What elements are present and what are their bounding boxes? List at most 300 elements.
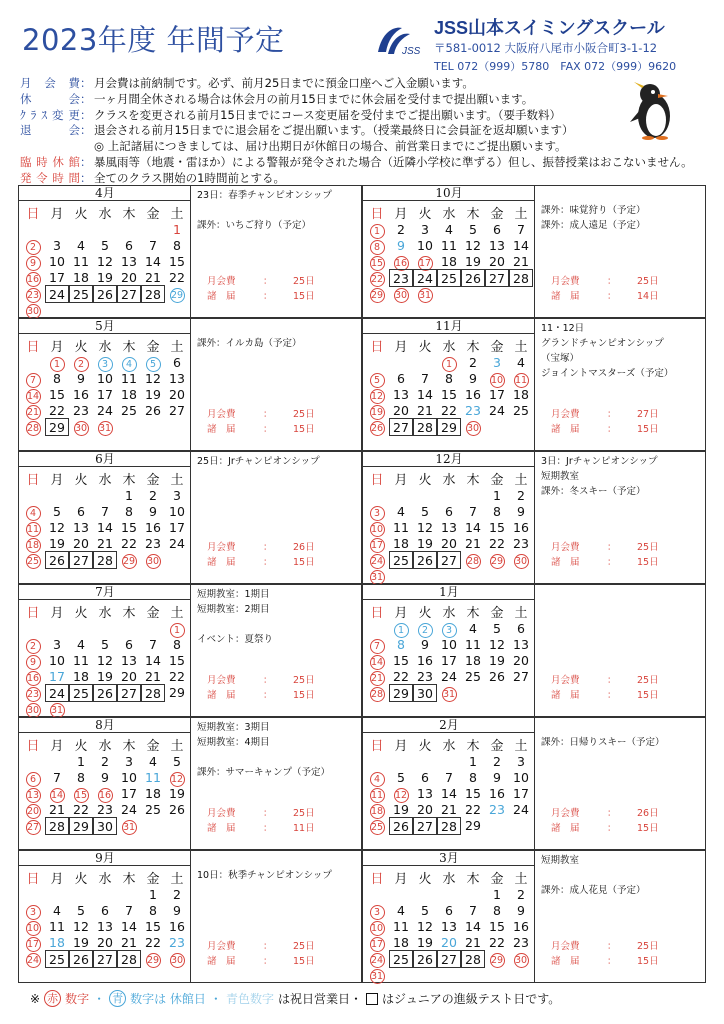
weekday-label: 日 [370,872,384,887]
weekday-label: 水 [98,739,112,754]
calendar-day: 6 [125,238,133,253]
calendar-day: 24 [441,669,457,684]
calendar-day: 13 [26,790,40,801]
calendar-day: 17 [370,939,384,950]
month-title: 8月 [19,718,191,733]
calendar-day: 14 [97,520,113,535]
fee-due-date: 月会費 ： 27日 [551,409,659,420]
calendar-day: 2 [149,488,157,503]
calendar-day: 6 [397,371,405,386]
calendar-day: 4 [77,238,85,253]
calendar-day: 16 [73,387,89,402]
weekday-label: 土 [514,473,528,488]
calendar-day: 28 [437,817,461,835]
calendar-day: 21 [145,669,161,684]
month-info [537,319,705,450]
calendar-day: 28 [413,418,437,436]
month-block [18,451,362,584]
calendar-day: 9 [493,770,501,785]
calendar-day: 29 [490,556,504,567]
weekday-label: 水 [98,872,112,887]
calendar-day: 13 [121,653,137,668]
calendar-day: 29 [45,418,69,436]
calendar-day: 22 [465,802,481,817]
calendar-day: 22 [169,669,185,684]
weekday-label: 日 [26,207,40,222]
notice-row [20,92,620,108]
calendar-day: 12 [97,254,113,269]
month-title: 2月 [363,718,535,733]
calendar-day: 6 [493,222,501,237]
calendar-day: 5 [421,903,429,918]
weekday-label: 木 [122,606,136,621]
weekday-label: 金 [146,872,160,887]
calendar-day: 6 [101,903,109,918]
month-calendar [19,851,191,982]
weekday-label: 月 [394,872,408,887]
calendar-day: 14 [50,790,64,801]
month-block [362,717,706,850]
calendar-day: 5 [53,504,61,519]
weekday-label: 火 [74,473,88,488]
calendar-day: 8 [469,770,477,785]
calendar-day: 8 [493,504,501,519]
calendar-day: 7 [469,903,477,918]
calendar-day: 24 [489,403,505,418]
month-title: 10月 [363,186,535,201]
weekday-label: 金 [146,207,160,222]
month-event: 短期教室：4期目 [197,737,270,748]
notice-label: 月会費 [20,76,80,90]
fee-due-date: 月会費 ： 25日 [551,675,659,686]
weekday-label: 日 [26,739,40,754]
weekday-label: 土 [170,739,184,754]
calendar-day: 17 [489,387,505,402]
weekday-label: 金 [146,739,160,754]
calendar-day: 21 [145,270,161,285]
legend-blue-circle: 青 [109,990,126,1007]
form-deadline: 諸 届 ： 15日 [551,823,659,834]
month-title: 4月 [19,186,191,201]
calendar-day: 10 [513,770,529,785]
weekday-label: 金 [490,473,504,488]
calendar-day: 7 [517,222,525,237]
calendar-day: 28 [466,556,480,567]
calendar-day: 23 [465,403,481,418]
legend-box-text: はジュニアの進級テスト日です。 [381,992,561,1006]
calendar-day: 28 [141,285,165,303]
weekday-label: 火 [418,340,432,355]
calendar-day: 25 [69,684,93,702]
calendar-day: 2 [517,488,525,503]
calendar-day: 8 [445,371,453,386]
calendar-day: 6 [125,637,133,652]
calendar-day: 22 [169,270,185,285]
calendar-day: 15 [74,790,88,801]
calendar-day: 27 [26,822,40,833]
calendar-day: 24 [45,684,69,702]
month-event: 25日：Jrチャンピオンシップ [197,456,320,467]
calendar-day: 24 [45,285,69,303]
month-event: （宝塚） [541,353,580,364]
calendar-day: 9 [421,637,429,652]
calendar-day: 1 [493,887,501,902]
calendar-day: 27 [93,950,117,968]
month-info [537,186,705,317]
legend-dot-2: ・ [209,992,222,1006]
calendar-day: 11 [26,524,40,535]
calendar-day: 9 [21,253,45,271]
calendar-day: 23 [73,403,89,418]
calendar-day: 30 [514,955,528,966]
calendar-day: 2 [21,636,45,654]
calendar-day: 16 [513,520,529,535]
calendar-day: 3 [421,222,429,237]
calendar-day: 11 [73,254,89,269]
calendar-day: 26 [370,423,384,434]
calendar-day: 5 [365,370,389,388]
weekday-label: 日 [370,606,384,621]
calendar-day: 24 [513,802,529,817]
calendar-day: 5 [101,238,109,253]
legend-light-text: 青色数字 [225,992,274,1006]
calendar-day: 29 [146,955,160,966]
calendar-day: 9 [517,903,525,918]
calendar-day: 3 [53,238,61,253]
calendar-day: 9 [21,652,45,670]
notice-text: 退会される前月15日までに退会届をご提出願います。（授業最終日に会員証を返却願います） [94,123,574,138]
weekday-label: 日 [370,739,384,754]
legend-red-circle: 赤 [44,990,61,1007]
calendar-day: 12 [145,371,161,386]
form-deadline: 諸 届 ： 14日 [551,291,659,302]
calendar-day: 22 [145,935,161,950]
calendar-day: 2 [469,355,477,370]
calendar-day: 16 [26,274,40,285]
notice-colon: ： [80,170,92,185]
calendar-day: 6 [517,621,525,636]
calendar-day: 17 [97,387,113,402]
calendar-day: 14 [417,387,433,402]
calendar-day: 21 [465,536,481,551]
weekday-label: 木 [122,473,136,488]
calendar-day: 29 [170,290,184,301]
calendar-day: 4 [445,222,453,237]
calendar-day: 3 [437,620,461,638]
weekday-label: 木 [466,872,480,887]
calendar-day: 20 [121,270,137,285]
calendar-day: 3 [493,355,501,370]
calendar-day: 13 [417,786,433,801]
calendar-day: 27 [413,817,437,835]
calendar-day: 25 [389,551,413,569]
calendar-day: 24 [370,556,384,567]
legend-rest: は祝日営業日・ [277,992,362,1006]
calendar-day: 12 [170,774,184,785]
calendar-day: 16 [98,790,112,801]
month-event: 短期教室：1期目 [197,589,270,600]
weekday-label: 火 [74,606,88,621]
calendar-day: 20 [441,935,457,950]
calendar-day: 29 [370,290,384,301]
calendar-day: 29 [122,556,136,567]
calendar-day: 31 [122,822,136,833]
calendar-day: 11 [73,653,89,668]
fee-due-date: 月会費 ： 25日 [551,941,659,952]
calendar-day: 21 [465,935,481,950]
calendar-day: 26 [93,285,117,303]
calendar-day: 30 [93,817,117,835]
month-title: 9月 [19,851,191,866]
calendar-day: 8 [77,770,85,785]
calendar-day: 17 [26,939,40,950]
calendar-day: 4 [397,504,405,519]
calendar-day: 15 [169,254,185,269]
calendar-day: 27 [437,551,461,569]
weekday-label: 土 [514,872,528,887]
calendar-day: 10 [49,254,65,269]
notice-colon: ： [80,76,92,90]
month-event [541,720,701,735]
calendar-day: 2 [101,754,109,769]
month-block [362,584,706,717]
notice-label: 発令時間 [20,170,80,185]
notice-text: 暴風雨等（地震・雷ほか）による警報が発令された場合（近隣小学校に準ずる）但し、振替授業はおこないません。 [94,154,693,169]
calendar-day: 12 [73,919,89,934]
calendar-day: 29 [389,684,413,702]
month-block [18,185,362,318]
calendar-day: 20 [73,536,89,551]
calendar-day: 1 [365,221,389,239]
calendar-day: 10 [97,371,113,386]
month-block [362,451,706,584]
calendar-day: 5 [421,504,429,519]
weekday-label: 水 [442,739,456,754]
calendar-day: 14 [370,657,384,668]
form-deadline: 諸 届 ： 15日 [207,956,315,967]
calendar-day: 3 [517,754,525,769]
calendar-day: 18 [145,786,161,801]
calendar-day: 11 [145,770,161,785]
month-event: 短期教室 [541,471,580,482]
month-info [193,851,361,982]
calendar-day: 26 [461,269,485,287]
weekday-label: 金 [146,473,160,488]
calendar-day: 14 [121,919,137,934]
notice-text: ◎ 上記諸届につきましては、届け出期日が休館日の場合、前営業日までにご提出願います。 [94,139,567,154]
legend-prefix: ※ [30,991,41,1006]
calendar-day: 9 [517,504,525,519]
calendar-day: 11 [121,371,137,386]
notice-colon: ： [80,107,92,122]
calendar-day: 13 [489,238,505,253]
month-title: 3月 [363,851,535,866]
calendar-day: 27 [513,669,529,684]
calendar-day: 3 [173,488,181,503]
calendar-day: 11 [514,375,528,386]
calendar-day: 9 [101,770,109,785]
calendar-day: 4 [365,769,389,787]
month-title: 11月 [363,319,535,334]
calendar-day: 2 [493,754,501,769]
calendar-day: 22 [49,403,65,418]
penguin-illustration [620,80,686,142]
calendar-day: 1 [149,887,157,902]
calendar-day: 28 [370,689,384,700]
calendar-day: 26 [389,817,413,835]
calendar-day: 10 [121,770,137,785]
calendar-day: 25 [465,669,481,684]
calendar-day: 19 [417,536,433,551]
calendar-day: 31 [442,689,456,700]
calendar-day: 6 [173,355,181,370]
calendar-day: 14 [513,238,529,253]
calendar-day: 11 [49,919,65,934]
month-calendar [363,718,535,849]
legend-dot: ・ [93,992,106,1006]
month-title: 5月 [19,319,191,334]
calendar-day: 14 [145,653,161,668]
weekday-label: 金 [146,606,160,621]
calendar-day: 10 [490,375,504,386]
calendar-day: 30 [514,556,528,567]
calendar-day: 31 [370,971,384,982]
weekday-label: 水 [98,473,112,488]
calendar-day: 26 [93,684,117,702]
month-event: 10日：秋季チャンピオンシップ [197,870,332,881]
calendar-day: 29 [69,817,93,835]
weekday-label: 木 [122,739,136,754]
notice-colon: ： [80,91,92,106]
month-event: 課外：サマーキャンプ（予定） [197,767,331,778]
month-event: 課外：成人花見（予定） [541,885,646,896]
calendar-day: 9 [397,238,405,253]
legend [30,990,560,1007]
weekday-label: 金 [490,606,504,621]
calendar-day: 24 [370,955,384,966]
month-event: 課外：イルカ島（予定） [197,338,302,349]
month-event: グランドチャンピオンシップ [541,338,664,349]
calendar-day: 22 [370,274,384,285]
calendar-day: 18 [393,935,409,950]
calendar-day: 7 [149,238,157,253]
month-info [193,186,361,317]
month-block [18,850,362,983]
calendar-day: 11 [465,637,481,652]
weekday-label: 火 [418,473,432,488]
weekday-label: 金 [490,739,504,754]
calendar-day: 20 [489,254,505,269]
month-info [537,585,705,716]
calendar-day: 10 [370,923,384,934]
calendar-day: 27 [437,950,461,968]
calendar-day: 30 [74,423,88,434]
calendar-day: 19 [97,270,113,285]
calendar-day: 25 [145,802,161,817]
month-info [537,452,705,583]
weekday-label: 金 [490,340,504,355]
svg-text:JSS: JSS [402,46,421,57]
notice-label: ｸﾗｽ変更 [20,107,80,122]
calendar-day: 15 [489,919,505,934]
weekday-label: 土 [170,606,184,621]
month-info [537,718,705,849]
weekday-label: 土 [170,207,184,222]
calendar-day: 21 [49,802,65,817]
month-event: 課外：成人遠足（予定） [541,220,646,231]
notice-label: 退会 [20,123,80,138]
calendar-day: 17 [49,669,65,684]
calendar-day: 27 [169,403,185,418]
calendar-day: 17 [121,786,137,801]
calendar-day: 9 [469,371,477,386]
calendar-day: 1 [77,754,85,769]
calendar-day: 1 [493,488,501,503]
form-deadline: 諸 届 ： 15日 [551,956,659,967]
weekday-label: 月 [50,340,64,355]
calendar-day: 15 [145,919,161,934]
month-info [193,452,361,583]
month-event: 23日：春季チャンピオンシップ [197,190,332,201]
weekday-label: 土 [514,340,528,355]
month-event [541,868,701,883]
calendar-day: 3 [21,902,45,920]
calendar-day: 19 [370,407,384,418]
weekday-label: 日 [370,340,384,355]
fee-due-date: 月会費 ： 25日 [207,276,315,287]
month-block [362,850,706,983]
calendar-day: 18 [513,387,529,402]
calendar-day: 17 [370,540,384,551]
calendar-day: 31 [98,423,112,434]
weekday-label: 月 [50,606,64,621]
calendar-day: 14 [441,786,457,801]
fee-due-date: 月会費 ： 25日 [551,542,659,553]
form-deadline: 諸 届 ： 15日 [207,291,315,302]
notice-text: クラスを変更される前月15日までにコース変更届を受付までご提出願います。（要手数料） [94,107,562,122]
calendar-day: 15 [489,520,505,535]
weekday-label: 水 [98,340,112,355]
calendar-day: 27 [69,551,93,569]
calendar-day: 25 [26,556,40,567]
calendar-day: 17 [513,786,529,801]
calendar-day: 26 [145,403,161,418]
calendar-day: 21 [513,254,529,269]
notice-row [20,154,693,171]
weekday-label: 土 [170,872,184,887]
calendar-day: 24 [121,802,137,817]
weekday-label: 金 [490,872,504,887]
calendar-day: 5 [101,637,109,652]
calendar-day: 2 [69,354,93,372]
calendar-day: 15 [465,786,481,801]
calendar-day: 10 [441,637,457,652]
month-event: 短期教室 [541,855,580,866]
notice-row [20,123,620,139]
calendar-day: 13 [441,520,457,535]
calendar-day: 27 [389,418,413,436]
month-event: 課外：いちご狩り（予定） [197,220,312,231]
month-event [197,203,357,218]
calendar-day: 18 [370,806,384,817]
weekday-label: 水 [442,606,456,621]
calendar-day: 8 [173,238,181,253]
calendar-day: 21 [441,802,457,817]
month-event [197,853,357,868]
calendar-day: 24 [97,403,113,418]
calendar-day: 30 [26,306,40,317]
form-deadline: 諸 届 ： 11日 [207,823,315,834]
